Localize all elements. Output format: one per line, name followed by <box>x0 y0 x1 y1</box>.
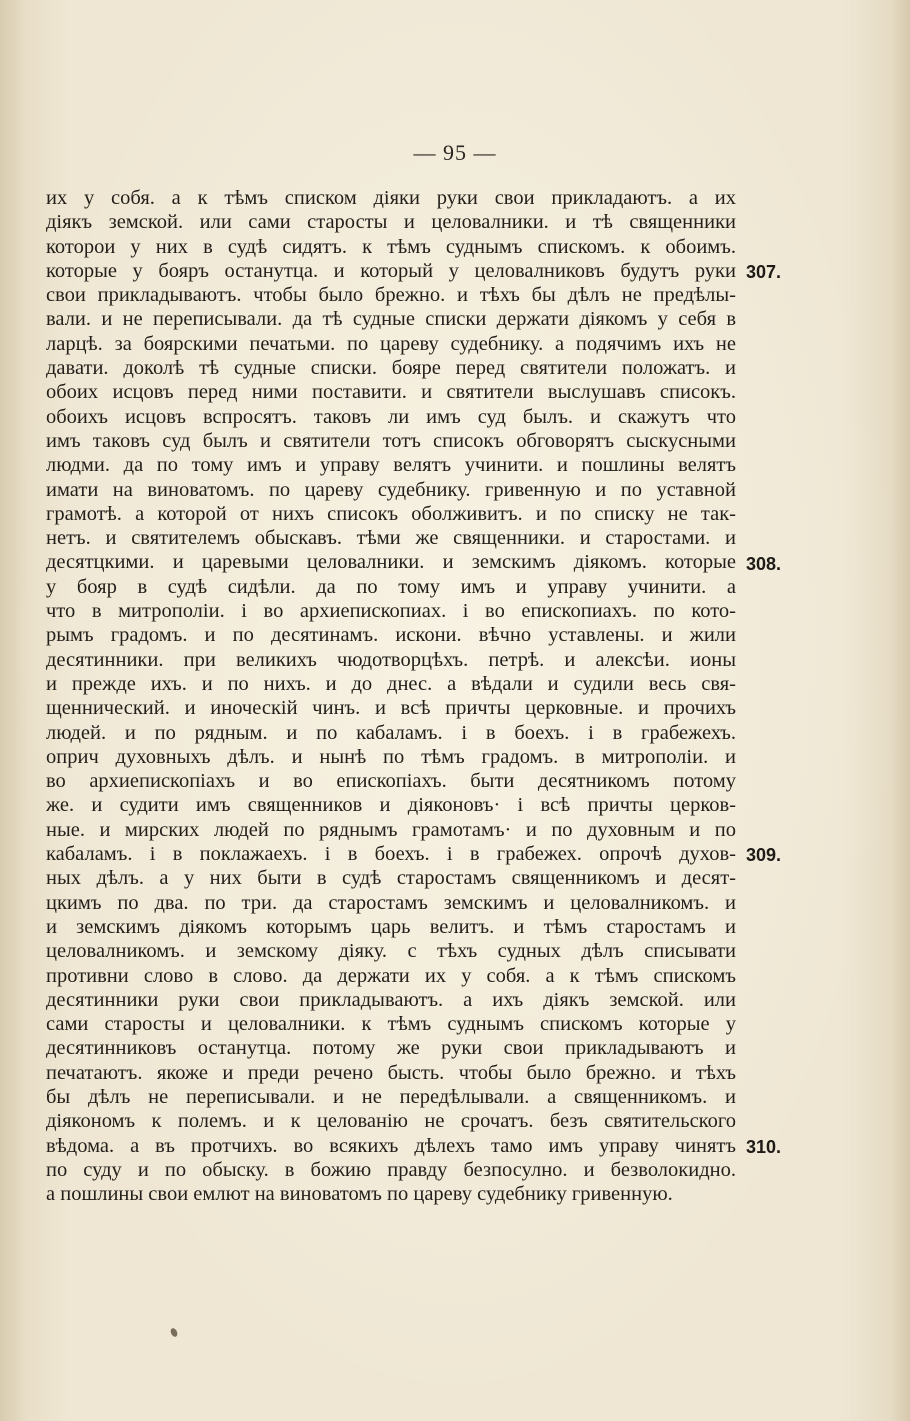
text-line: щеннический. и иноческiй чинъ. и всѣ причты церковные. и прочихъ <box>46 697 736 720</box>
margin-section-number: 307. <box>746 261 782 282</box>
text-line: обоихъ исцовъ вспросятъ. таковъ ли имъ суд былъ. и скажутъ что <box>46 405 736 428</box>
text-line: кабаламъ. i в поклажаехъ. i в боехъ. i в грабежех. опрочѣ духов- <box>46 843 736 866</box>
text-line: во архиепископiахъ и во епископiахъ. быти десятникомъ потому <box>46 770 736 793</box>
text-line: имъ таковъ суд былъ и святители тотъ списокъ обговорятъ сыскусными <box>46 429 736 452</box>
text-line: рымъ градомъ. и по десятинамъ. искони. вѣчно уставлены. и жили <box>46 624 736 647</box>
text-line: целовалникомъ. и земскому дiяку. с тѣхъ судных дѣлъ списывати <box>46 940 736 963</box>
text-line: десятинники руки свои прикладываютъ. а ихъ дiякъ земской. или <box>46 988 736 1011</box>
text-line: у бояр в судѣ сидѣли. да по тому имъ и управу учинити. а <box>46 575 736 598</box>
text-line: имати на виноватомъ. по цареву судебнику. гривенную и по уставной <box>46 478 736 501</box>
margin-section-number: 309. <box>746 845 782 866</box>
text-line: же. и судити имъ священников и дiяконовъ· i всѣ причты церков- <box>46 794 736 817</box>
text-line: нетъ. и святителемъ обыскавъ. тѣми же священники. и старостами. и <box>46 527 736 550</box>
text-line: дiякономъ к полемъ. и к целованiю не срочатъ. безъ святительского <box>46 1110 736 1133</box>
text-line: давати. доколѣ тѣ судные списки. бояре перед святители положатъ. и <box>46 357 736 380</box>
margin-section-number: 308. <box>746 553 782 574</box>
text-line: сами старосты и целовалники. к тѣмъ суднымъ спискомъ которые у <box>46 1013 736 1036</box>
text-line: ных дѣлъ. а у них быти в судѣ старостамъ священникомъ и десят- <box>46 867 736 890</box>
text-line: которои у них в судѣ сидятъ. к тѣмъ суднымъ спискомъ. к обоимъ. <box>46 235 736 258</box>
body-text <box>46 186 736 1206</box>
text-line: ларцѣ. за боярскими печатьми. по цареву судебнику. а подячимъ ихъ не <box>46 332 736 355</box>
text-line: их у собя. а к тѣмъ списком дiяки руки свои прикладаютъ. а их <box>46 187 736 209</box>
margin-section-number: 310. <box>746 1136 782 1157</box>
text-line: и прежде ихъ. и по нихъ. и до днес. а вѣдали и судили весь свя- <box>46 672 736 695</box>
text-line: десятинники. при великихъ чюдотворцѣхъ. петрѣ. и алексѣи. ионы <box>46 648 736 671</box>
text-line: десятинниковъ останутца. потому же руки свои прикладываютъ и <box>46 1037 736 1060</box>
text-line: вѣдома. а въ протчихъ. во всякихъ дѣлехъ тамо имъ управу чинятъ <box>46 1134 736 1157</box>
text-line: что в митрополiи. i во архиепископиах. i во епископиахъ. по кото- <box>46 600 736 623</box>
text-line: людей. и по рядным. и по кабаламъ. i в боехъ. i в грабежехъ. <box>46 721 736 744</box>
text-line: цкимъ по два. по три. да старостамъ земскимъ и целовалникомъ. и <box>46 891 736 914</box>
text-line: противни слово в слово. да держати их у собя. а к тѣмъ спискомъ <box>46 964 736 987</box>
text-line: бы дѣлъ не переписывали. и не передѣлывали. а священникомъ. и <box>46 1085 736 1108</box>
text-line: дiякъ земской. или сами старосты и целовалники. и тѣ священники <box>46 211 736 234</box>
text-line: по суду и по обыску. в божию правду безпосулно. и безволокидно. <box>46 1158 736 1181</box>
text-line: свои прикладываютъ. чтобы было брежно. и тѣхъ бы дѣлъ не предѣлы- <box>46 284 736 307</box>
page-number-header: — 95 — <box>413 140 497 165</box>
text-line: людми. да по тому имъ и управу велятъ учинити. и пошлины велятъ <box>46 454 736 477</box>
text-line: ные. и мирских людей по ряднымъ грамотамъ· и по духовным и по <box>46 818 736 841</box>
text-line: и земскимъ дiякомъ которымъ царь велитъ. и тѣмъ старостамъ и <box>46 915 736 938</box>
text-line: грамотѣ. а которой от нихъ списокъ оболживитъ. и по списку не так- <box>46 502 736 525</box>
text-line: печатаютъ. якоже и преди речено бысть. чтобы было брежно. и тѣхъ <box>46 1061 736 1084</box>
text-line: десятцкими. и царевыми целовалники. и земскимъ дiякомъ. которые <box>46 551 736 574</box>
text-line: которые у бояръ останутца. и который у целовалниковъ будутъ руки <box>46 259 736 282</box>
text-line: оприч духовныхъ дѣлъ. и нынѣ по тѣмъ градомъ. в митрополiи. и <box>46 745 736 768</box>
text-line: вали. и не переписывали. да тѣ судные списки держати дiякомъ у себя в <box>46 308 736 331</box>
text-line: обоих исцовъ перед ними поставити. и святители выслушавъ списокъ. <box>46 381 736 404</box>
ink-speck <box>169 1327 178 1338</box>
text-line: а пошлины свои емлют на виноватомъ по цареву судебнику гривенную. <box>46 1183 673 1206</box>
